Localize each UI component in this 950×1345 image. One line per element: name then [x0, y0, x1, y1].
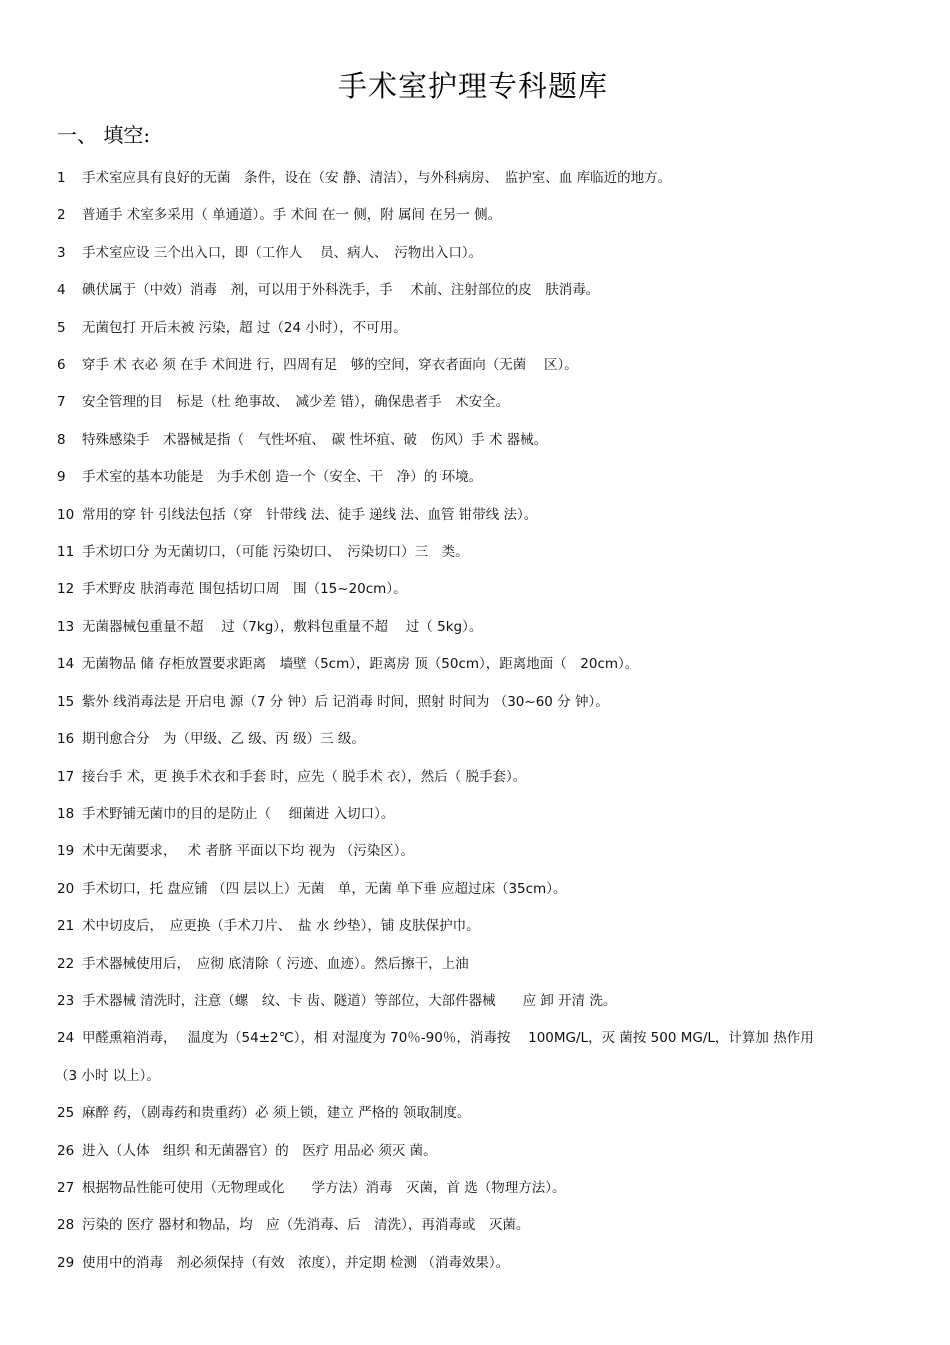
question-item	[57, 571, 895, 608]
question-text: 期刊愈合分 为（甲级、乙 级、丙 级）三 级。	[82, 731, 365, 748]
question-first-line	[57, 1020, 895, 1057]
question-number: 8	[57, 431, 66, 448]
question-number: 25	[57, 1105, 75, 1122]
question-text: 使用中的消毒 剂必须保持（有效 浓度），并定期 检测 （消毒效果）。	[82, 1254, 510, 1271]
question-number: 29	[57, 1254, 75, 1271]
question-text: 手术野皮 肤消毒范 围包括切口周 围（15~20cm）。	[82, 581, 407, 598]
question-text: 手术器械使用后， 应彻 底清除（ 污迹、血迹）。然后擦干，上油	[82, 955, 469, 972]
question-item	[57, 310, 895, 347]
question-number: 26	[57, 1142, 75, 1159]
question-text: 无菌物品 储 存柜放置要求距离 墙壁（5cm），距离房 顶（50cm），距离地面（ 20cm）。	[82, 656, 639, 673]
question-text: 安全管理的目 标是（杜 绝事故、 减少差 错），确保患者手 术安全。	[82, 394, 510, 411]
question-item	[57, 796, 895, 833]
question-item	[57, 235, 895, 272]
question-text: 碘伏属于（中效）消毒 剂，可以用于外科洗手，手 术前、注射部位的皮 肤消毒。	[82, 282, 600, 299]
question-number: 14	[57, 656, 75, 673]
question-item	[57, 1170, 895, 1207]
question-number: 5	[57, 319, 66, 336]
question-text: 术中切皮后， 应更换（手术刀片、 盐 水 纱垫），铺 皮肤保护巾。	[82, 918, 480, 935]
question-number: 9	[57, 469, 66, 486]
question-number: 15	[57, 693, 75, 710]
question-item	[57, 422, 895, 459]
question-item	[57, 384, 895, 421]
section-heading: 一、 填空:	[57, 123, 151, 147]
question-text: 紫外 线消毒法是 开启电 源（7 分 钟）后 记消毒 时间，照射 时间为 （30~60 分 钟）。	[82, 693, 609, 710]
question-item	[57, 1133, 895, 1170]
question-number: 4	[57, 282, 66, 299]
question-item	[57, 609, 895, 646]
question-item	[57, 1207, 895, 1244]
question-text: 手术室的基本功能是 为手术创 造一个（安全、干 净）的 环境。	[82, 469, 483, 486]
question-list	[57, 160, 895, 1282]
question-number: 12	[57, 581, 75, 598]
question-text: 手术器械 清洗时，注意（螺 纹、卡 齿、隧道）等部位，大部件器械 应 卸 开清 洗。	[82, 992, 617, 1009]
question-item	[57, 833, 895, 870]
question-item	[57, 497, 895, 534]
question-item	[57, 908, 895, 945]
question-text: 手术野铺无菌巾的目的是防止（ 细菌进 入切口）。	[82, 805, 395, 822]
question-item	[57, 160, 895, 197]
question-number: 1	[57, 170, 66, 186]
question-text: 特殊感染手 术器械是指（ 气性坏疽、 碳 性坏疽、破 伤风）手 术 器械。	[82, 431, 548, 448]
question-item	[57, 347, 895, 384]
question-text: 普通手 术室多采用（ 单通道）。手 术间 在一 侧，附 属间 在另一 侧。	[82, 207, 502, 224]
question-text: 甲醛熏箱消毒， 温度为（54±2℃），相 对湿度为 70％-90％，消毒按 100MG/L，灭 菌按 500 MG/L，计算加 热作用	[82, 1030, 814, 1047]
question-number: 22	[57, 955, 75, 972]
question-number: 18	[57, 805, 75, 822]
question-number: 7	[57, 394, 66, 411]
question-number: 20	[57, 880, 75, 897]
question-text: 无菌包打 开后未被 污染，超 过（24 小时），不可用。	[82, 319, 407, 336]
question-number: 28	[57, 1217, 75, 1234]
question-text: 常用的穿 针 引线法包括（穿 针带线 法、徒手 递线 法、血管 钳带线 法）。	[82, 506, 538, 523]
question-number: 11	[57, 544, 75, 561]
question-text: 手术切口分 为无菌切口，（可能 污染切口、 污染切口）三 类。	[82, 544, 469, 561]
question-item	[57, 946, 895, 983]
question-number: 19	[57, 843, 75, 860]
question-item	[57, 871, 895, 908]
question-text: 穿手 术 衣必 须 在手 术间进 行，四周有足 够的空间，穿衣者面向（无菌 区）。	[82, 357, 578, 374]
question-text: 无菌器械包重量不超 过（7kg），敷料包重量不超 过（ 5kg）。	[82, 618, 483, 635]
question-number: 16	[57, 731, 75, 748]
question-item	[57, 459, 895, 496]
question-number: 23	[57, 992, 75, 1009]
question-item	[57, 721, 895, 758]
question-text: 麻醉 药，（剧毒药和贵重药）必 须上锁，建立 严格的 领取制度。	[82, 1105, 471, 1122]
question-item	[57, 1245, 895, 1282]
question-continuation: （3 小时 以上）。	[55, 1067, 160, 1084]
question-number: 10	[57, 506, 75, 523]
question-item	[57, 1095, 895, 1132]
question-text: 接台手 术，更 换手术衣和手套 时，应先（ 脱手术 衣），然后（ 脱手套）。	[82, 768, 527, 785]
question-number: 3	[57, 244, 66, 261]
question-text: 手术室应设 三个出入口，即（工作人 员、病人、 污物出入口）。	[82, 244, 483, 261]
question-number: 13	[57, 618, 75, 635]
question-item	[57, 534, 895, 571]
question-text: 术中无菌要求， 术 者脐 平面以下均 视为 （污染区）。	[82, 843, 414, 860]
question-text: 污染的 医疗 器材和物品，均 应（先消毒、后 清洗），再消毒或 灭菌。	[82, 1217, 530, 1234]
question-text: 手术切口，托 盘应铺 （四 层以上）无菌 单，无菌 单下垂 应超过床（35cm）。	[82, 880, 567, 897]
question-item	[57, 759, 895, 796]
question-number: 2	[57, 207, 66, 224]
question-item	[57, 197, 895, 234]
question-item	[57, 646, 895, 683]
question-number: 21	[57, 918, 75, 935]
question-number: 24	[57, 1030, 75, 1047]
question-number: 6	[57, 357, 66, 374]
question-item	[57, 272, 895, 309]
question-text: 根据物品性能可使用（无物理或化 学方法）消毒 灭菌，首 选（物理方法）。	[82, 1179, 566, 1196]
question-text: 进入（人体 组织 和无菌器官）的 医疗 用品必 须灭 菌。	[82, 1142, 437, 1159]
question-number: 17	[57, 768, 75, 785]
question-text: 手术室应具有良好的无菌 条件，设在（安 静、清洁），与外科病房、 监护室、血 库临近的地方。	[82, 170, 672, 186]
question-number: 27	[57, 1179, 75, 1196]
document-title: 手术室护理专科题库	[337, 69, 608, 103]
question-item	[57, 684, 895, 721]
question-item	[57, 1020, 895, 1095]
question-item	[57, 983, 895, 1020]
